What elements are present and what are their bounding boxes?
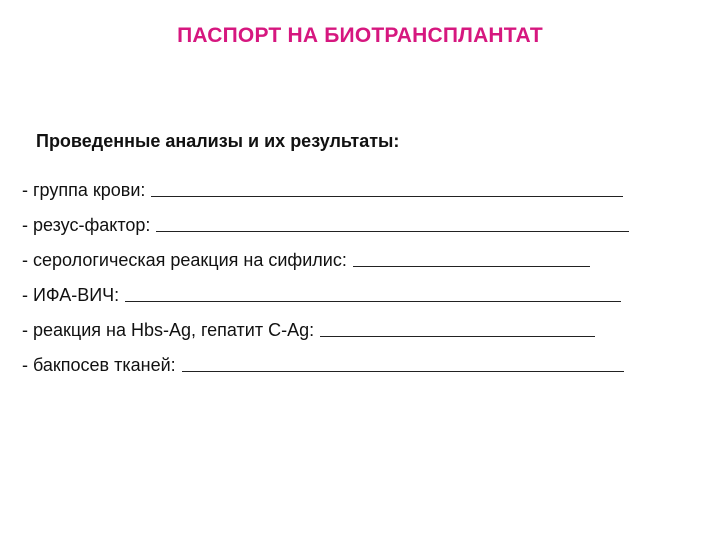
field-hepatitis-test-label: - реакция на Hbs-Ag, гепатит С-Ag: — [22, 320, 315, 340]
document-title: ПАСПОРТ НА БИОТРАНСПЛАНТАТ — [177, 24, 543, 47]
field-hepatitis-test — [22, 306, 672, 341]
field-blood-group-label: - группа крови: — [22, 180, 146, 200]
field-blood-group — [22, 166, 672, 201]
field-tissue-culture-blank[interactable] — [182, 371, 624, 372]
field-tissue-culture — [22, 341, 672, 376]
analyses-heading: Проведенные анализы и их результаты: — [36, 131, 400, 151]
field-rhesus-factor — [22, 201, 672, 236]
field-rhesus-factor-blank[interactable] — [156, 231, 629, 232]
field-rhesus-factor-label: - резус-фактор: — [22, 215, 151, 235]
field-hiv-elisa-label: - ИФА-ВИЧ: — [22, 285, 120, 305]
field-syphilis-test-blank[interactable] — [353, 266, 590, 267]
field-tissue-culture-label: - бакпосев тканей: — [22, 355, 176, 375]
field-blood-group-blank[interactable] — [151, 196, 623, 197]
field-syphilis-test-label: - серологическая реакция на сифилис: — [22, 250, 347, 270]
field-hiv-elisa-blank[interactable] — [125, 301, 621, 302]
analyses-field-list — [22, 166, 672, 376]
field-hepatitis-test-blank[interactable] — [320, 336, 595, 337]
field-hiv-elisa — [22, 271, 672, 306]
field-syphilis-test — [22, 236, 672, 271]
